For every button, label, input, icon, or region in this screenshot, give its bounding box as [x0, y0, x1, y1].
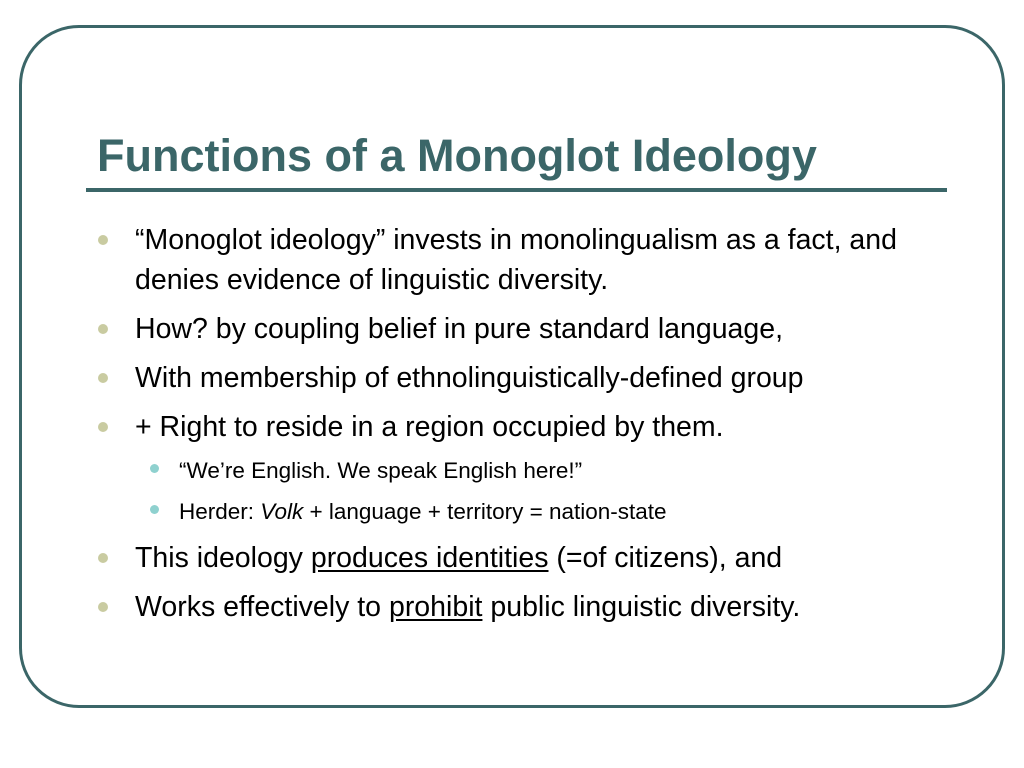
bullet-text-underlined: produces identities [310, 542, 549, 574]
bullet-text [135, 591, 800, 623]
bullet-text-lead: Works effectively to [135, 591, 389, 623]
bullet-text: + Right to reside in a region occupied by them. [135, 411, 724, 443]
sub-bullet-item [98, 456, 958, 486]
bullet-text: How? by coupling belief in pure standard language, [135, 313, 784, 345]
bullet-text [135, 542, 782, 574]
sub-bullet-text-tail: + language + territory = nation-state [303, 499, 667, 524]
bullet-text: “Monoglot ideology” invests in monolingualism as a fact, and denies evidence of linguistic diversity. [135, 224, 897, 296]
bullet-dot-icon [98, 602, 108, 612]
bullet-text-underlined: prohibit [388, 591, 483, 623]
bullet-dot-icon [98, 373, 108, 383]
sub-bullet-text: “We’re English. We speak English here!” [179, 458, 583, 483]
bullet-item [98, 220, 958, 300]
sub-bullet-dot-icon [150, 464, 159, 473]
bullet-text-tail: public linguistic diversity. [482, 591, 801, 623]
bullet-dot-icon [98, 324, 108, 334]
sub-bullet-dot-icon [150, 505, 159, 514]
bullet-text-tail: (=of citizens), and [548, 542, 783, 574]
bullet-list [98, 220, 958, 636]
sub-bullet-text-italic: Volk [260, 499, 304, 524]
bullet-item [98, 358, 958, 398]
title-underline-rule [86, 188, 947, 192]
bullet-text-lead: This ideology [135, 542, 311, 574]
sub-bullet-item [98, 497, 958, 527]
bullet-dot-icon [98, 553, 108, 563]
bullet-item [98, 587, 958, 627]
slide-title: Functions of a Monoglot Ideology [97, 130, 817, 181]
bullet-dot-icon [98, 422, 108, 432]
sub-bullet-text-lead: Herder: [179, 499, 261, 524]
bullet-item [98, 538, 958, 578]
bullet-item [98, 407, 958, 447]
bullet-item [98, 309, 958, 349]
sub-bullet-text [179, 499, 667, 524]
bullet-text: With membership of ethnolinguistically-defined group [135, 362, 804, 394]
bullet-dot-icon [98, 235, 108, 245]
